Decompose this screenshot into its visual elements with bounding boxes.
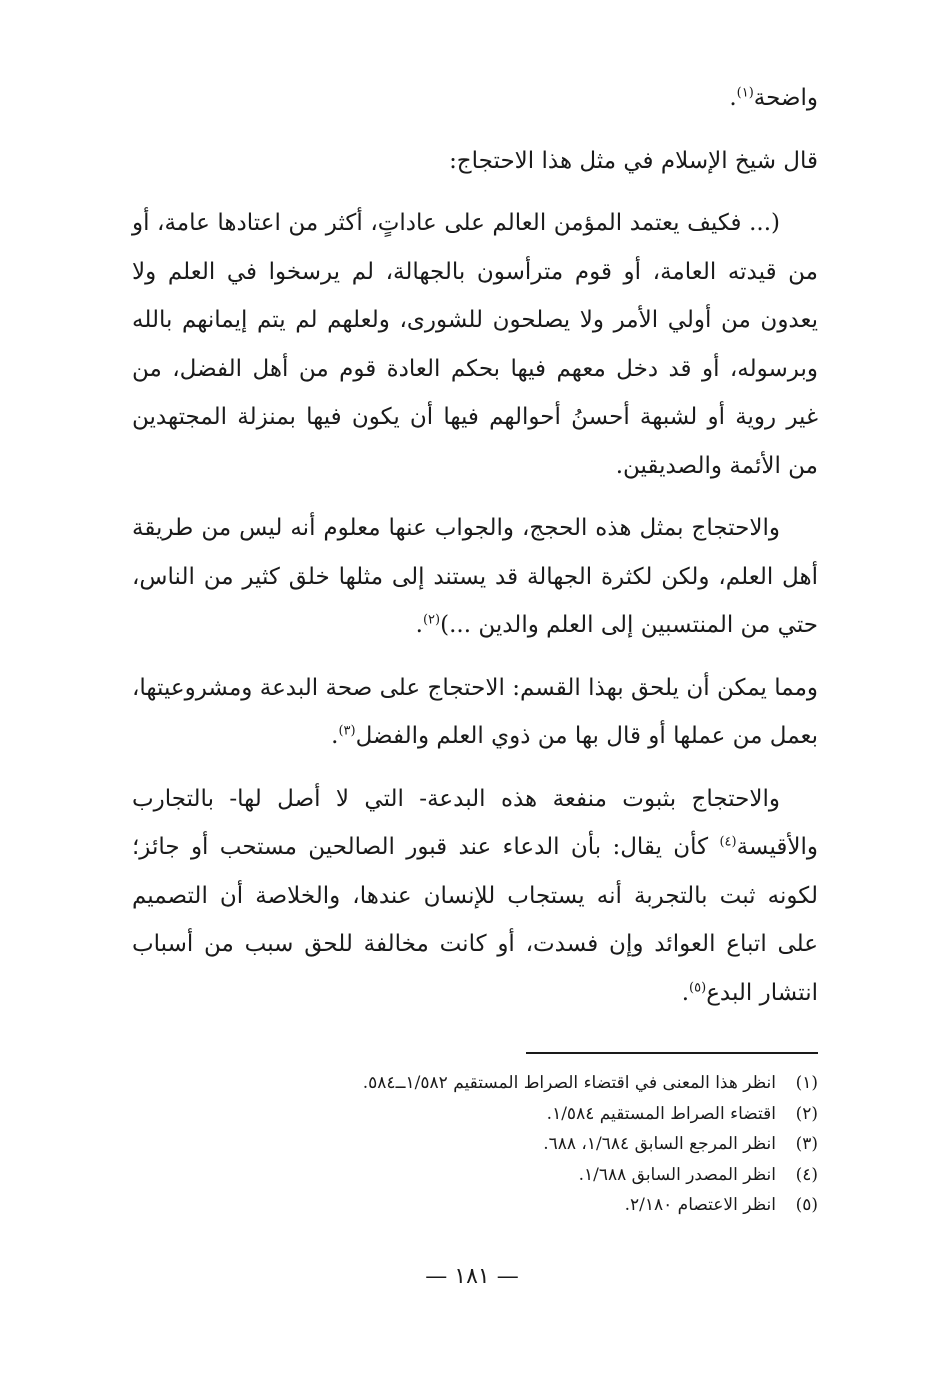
footnote-number: (٤) (795, 1164, 818, 1185)
footnote-ref-3[interactable]: (٣) (338, 723, 356, 739)
paragraph-continuation: واضحة$^{(١)}$. (729, 85, 818, 111)
paragraph-experience: والاحتجاج بثبوت منفعة هذه البدعة- التي لا أصل لها- بالتجارب والأقيسة$^{(٤)}$ كأن يقال: بأن الدعاء عند قبور الصالحين مستحب أو جائز؛ لكونه ثبت بالتجربة أنه يستجاب للإنسان عندها، والخلاصة أن التصميم على اتباع العوائد وإن فسدت، أو كانت مخالفة للحق سبب من أسباب انتشار البدع$^{(٥)}$. (132, 785, 818, 1006)
main-text (132, 74, 818, 1017)
footnote-item (258, 1068, 818, 1099)
footnote-text: انظر المرجع السابق ١/٦٨٤، ٦٨٨. (543, 1134, 776, 1154)
footnote-number: (٣) (795, 1134, 818, 1154)
paragraph-quote-continued: والاحتجاج بمثل هذه الحجج، والجواب عنها معلوم أنه ليس من طريقة أهل العلم، ولكن لكثرة الجهالة قد يستند إلى مثلها خلق كثير من الناس، حتي من المنتسبين إلى العلم والدين ...)$^{(٢)}$. (132, 515, 818, 638)
footnote-ref-5[interactable]: (٥) (689, 979, 707, 995)
footnote-text: انظر الاعتصام ٢/١٨٠. (624, 1195, 776, 1215)
footnote-number: (٢) (795, 1103, 818, 1124)
footnote-ref-4[interactable]: (٤) (719, 834, 737, 850)
footnote-number: (٥) (795, 1195, 818, 1215)
footnote-ref-2[interactable]: (٢) (422, 612, 441, 628)
footnote-ref-1[interactable]: (١) (736, 85, 754, 101)
footnote-item (258, 1099, 818, 1130)
footnote-text: انظر المصدر السابق ١/٦٨٨. (578, 1164, 776, 1185)
paragraph-section: ومما يمكن أن يلحق بهذا القسم: الاحتجاج على صحة البدعة ومشروعيتها، بعمل من عملها أو قال بها من ذوي العلم والفضل$^{(٣)}$. (132, 674, 818, 749)
paragraph-intro: قال شيخ الإسلام في مثل هذا الاحتجاج: (449, 147, 818, 174)
footnote-text: اقتضاء الصراط المستقيم ١/٥٨٤. (546, 1103, 776, 1124)
footnote-item (258, 1190, 818, 1221)
paragraph-quote: (... فكيف يعتمد المؤمن العالم على عاداتٍ، أكثر من اعتادها عامة، أو من قيدته العامة، أو قوم مترأسون بالجهالة، لم يرسخوا في العلم ولا يعدون من أولي الأمر ولا يصلحون للشورى، ولعلهم لم يتم إيمانهم بالله وبرسوله، أو قد دخل معهم فيها بحكم العادة قوم من أهل الفضل، من غير روية أو لشبهة أحسنُ أحوالهم فيها أن يكون فيها بمنزلة المجتهدين من الأئمة والصديقين. (132, 210, 818, 479)
footnotes-list (258, 1068, 818, 1221)
page-number: — ١٨١ — (425, 1264, 519, 1289)
footnote-item (258, 1129, 818, 1160)
footnote-item (258, 1160, 818, 1191)
footnote-number: (١) (795, 1073, 818, 1093)
footnote-divider (526, 1052, 818, 1054)
footnote-text: انظر هذا المعنى في اقتضاء الصراط المستقيم ١/٥٨٢ــ٥٨٤. (362, 1073, 776, 1093)
